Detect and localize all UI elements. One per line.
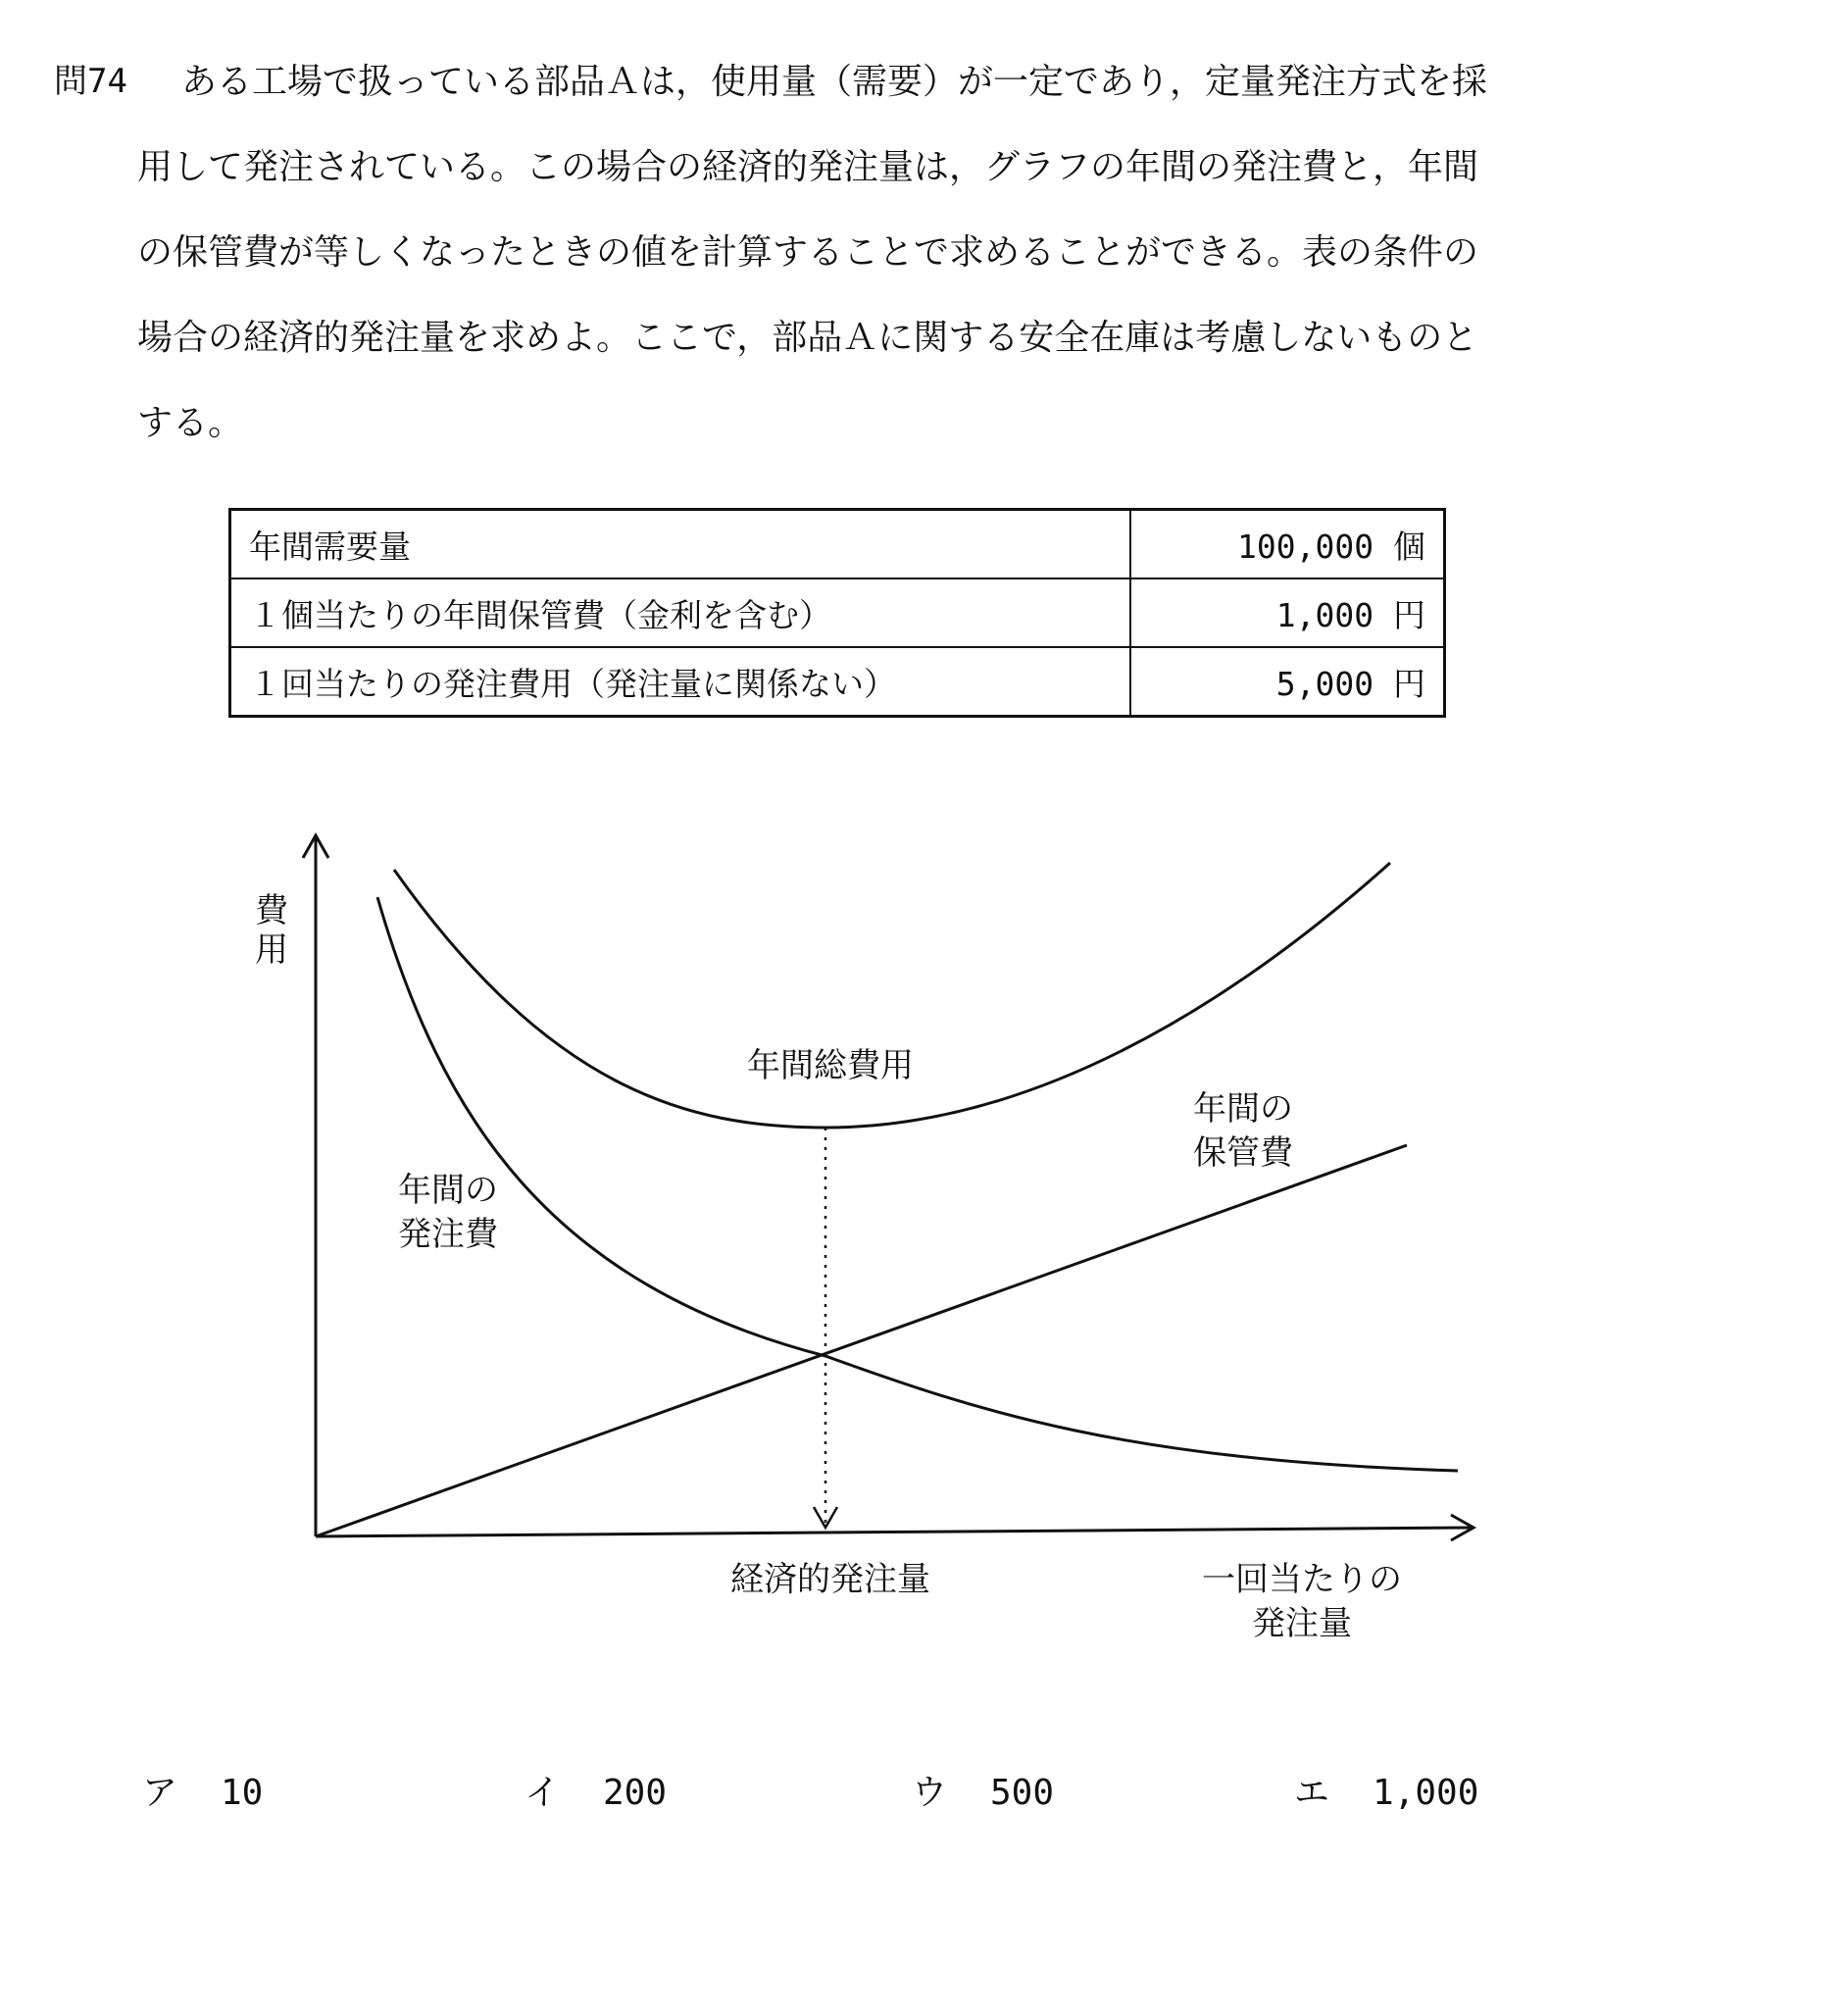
choice-letter: エ bbox=[1294, 1773, 1330, 1813]
choice-e[interactable] bbox=[1294, 1765, 1478, 1815]
question-number: 問74 bbox=[54, 62, 127, 101]
table-cell-label: 年間需要量 bbox=[230, 510, 1131, 579]
choice-value: 500 bbox=[990, 1773, 1055, 1813]
choice-letter: イ bbox=[524, 1773, 561, 1813]
choice-value: 1,000 bbox=[1373, 1773, 1479, 1813]
choice-i[interactable] bbox=[524, 1765, 667, 1815]
ordering-cost-label-1: 年間の bbox=[398, 1171, 498, 1210]
answer-choices bbox=[142, 1765, 1613, 1824]
question-line-text: ある工場で扱っている部品Ａは，使用量（需要）が一定であり，定量発注方式を採 bbox=[181, 62, 1488, 102]
choice-letter: ウ bbox=[912, 1773, 948, 1813]
eoq-label: 経済的発注量 bbox=[730, 1560, 930, 1599]
question-line-2: 用して発注されている。この場合の経済的発注量は，グラフの年間の発注費と，年間 bbox=[137, 147, 1479, 187]
choice-a[interactable] bbox=[142, 1765, 263, 1815]
question-line-5: する。 bbox=[137, 403, 244, 443]
x-axis-label-2: 発注量 bbox=[1252, 1604, 1352, 1643]
holding-cost-label-1: 年間の bbox=[1193, 1089, 1293, 1129]
choice-u[interactable] bbox=[912, 1765, 1054, 1815]
table-cell-value: 100,000 個 bbox=[1130, 510, 1445, 579]
table-cell-label: １個当たりの年間保管費（金利を含む） bbox=[230, 578, 1131, 647]
question-line-3: の保管費が等しくなったときの値を計算することで求めることができる。表の条件の bbox=[137, 232, 1479, 273]
x-axis-label-1: 一回当たりの bbox=[1202, 1560, 1402, 1599]
holding-cost-label-2: 保管費 bbox=[1193, 1133, 1293, 1173]
total-cost-label: 年間総費用 bbox=[747, 1046, 914, 1085]
choice-letter: ア bbox=[142, 1773, 178, 1813]
question-line-4: 場合の経済的発注量を求めよ。ここで，部品Ａに関する安全在庫は考慮しないものと bbox=[137, 318, 1478, 358]
y-axis-label-1: 費 bbox=[255, 891, 288, 930]
choice-value: 10 bbox=[221, 1773, 264, 1813]
total-cost-curve bbox=[394, 863, 1390, 1128]
choice-value: 200 bbox=[603, 1773, 668, 1813]
table-cell-value: 1,000 円 bbox=[1130, 578, 1445, 647]
x-axis bbox=[316, 1528, 1471, 1536]
y-axis-label-2: 用 bbox=[255, 930, 288, 970]
table-cell-value: 5,000 円 bbox=[1130, 647, 1445, 717]
table-cell-label: １回当たりの発注費用（発注量に関係ない） bbox=[230, 647, 1131, 717]
ordering-cost-label-2: 発注費 bbox=[398, 1215, 498, 1254]
